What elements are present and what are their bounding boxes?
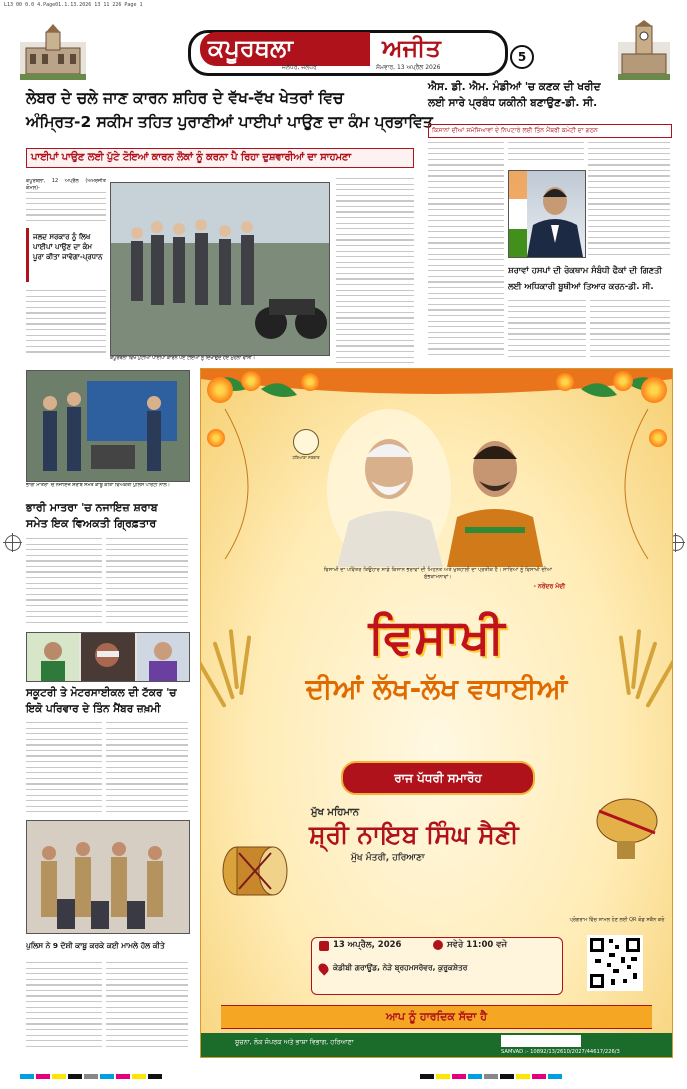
masthead-title-right: ਅਜੀਤ xyxy=(382,34,441,62)
ad-quote: ਵਿਸਾਖੀ ਦਾ ਪਵਿੱਤਰ ਤਿਉਹਾਰ ਸਾਡੇ ਕਿਸਾਨ ਭਰਾਵਾਂ ਦੀ ਮਿਹਨਤ ਅਤੇ ਖੁਸ਼ਹਾਲੀ ਦਾ ਪ੍ਰਤੀਕ ਹੈ। ਸਾਰਿਆਂ ਨੂੰ ਵਿਸਾਖੀ ਦੀਆਂ ਸ਼ੁੱਭਕਾਮਨਾਵਾਂ। xyxy=(323,567,553,580)
right-story-col1-lines xyxy=(428,142,504,358)
liquor-headline-line2: ਸਮੇਤ ਇਕ ਵਿਅਕਤੀ ਗ੍ਰਿਫ਼ਤਾਰ xyxy=(26,517,157,530)
ad-invite: ਆਪ ਨੂੰ ਹਾਰਦਿਕ ਸੱਦਾ ਹੈ xyxy=(385,1010,488,1023)
ad-date: 13 ਅਪ੍ਰੈਲ, 2026 xyxy=(333,940,402,950)
main-story-dateline: ਕਪੂਰਥਲਾ, 12 ਅਪ੍ਰੈਲ (ਅਮਰਜੀਤ ਕੋਮਲ)- xyxy=(26,178,106,191)
palace-illustration-left xyxy=(20,22,86,80)
right2-col2-lines xyxy=(590,300,670,362)
marigold-flower-1 xyxy=(207,377,233,403)
main-headline-line2: ਅੰਮ੍ਰਿਤ-2 ਸਕੀਮ ਤਹਿਤ ਪੁਰਾਣੀਆਂ ਪਾਈਪਾਂ ਪਾਉਣ ਦਾ ਕੰਮ ਪ੍ਰਭਾਵਿਤ xyxy=(26,113,433,131)
right2-headline-line1: ਸ਼ਰਾਵਾਂ ਹਸਪਾਂ ਦੀ ਰੋਕਥਾਮ ਸੰਬੰਧੀ ਫੈਕਾਂ ਦੀ ਗਿਣਤੀ xyxy=(508,265,662,275)
right2-col1-lines xyxy=(508,300,586,362)
clocktower-illustration-right xyxy=(618,20,670,80)
right2-headline-line2: ਲਈ ਅਧਿਕਾਰੀ ਬੂਥੀਆਂ ਤਿਆਰ ਕਰਨ-ਡੀ. ਸੀ. xyxy=(508,281,654,291)
liquor-photo-caption: ਭਾਰੀ ਮਾਤਰਾ 'ਚ ਨਜਾਇਜ਼ ਸ਼ਰਾਬ ਸਮੇਤ ਕਾਬੂ ਕੀਤਾ ਵਿਅਕਤੀ ਪੁਲਿਸ ਪਾਰਟੀ ਨਾਲ। xyxy=(26,483,170,488)
page-number: 5 xyxy=(510,45,534,69)
liquor-story-photo xyxy=(26,370,190,482)
wheat-sheaf-right xyxy=(605,599,673,759)
main-story-callout-text: ਜਲਦ ਸਰਕਾਰ ਨੂੰ ਲਿਖ ਪਾਈਪਾਂ ਪਾਉਣ ਦਾ ਕੰਮ ਪੂਰਾ ਕੀਤਾ ਜਾਵੇਗਾ-ਪ੍ਰਧਾਨ xyxy=(33,233,103,261)
main-story-text-lines-2 xyxy=(26,290,106,362)
ad-dhol-drum-left xyxy=(217,839,291,899)
marigold-flower-7 xyxy=(207,429,225,447)
marigold-flower-6 xyxy=(641,377,667,403)
ad-samvad-code: SAMVAD :- 10892/13/2610/2027/44617/226/3 xyxy=(501,1049,620,1055)
ad-chief-guest-name: ਸ਼੍ਰੀ ਨਾਇਬ ਸਿੰਘ ਸੈਣੀ xyxy=(309,820,519,849)
ad-invite-strip xyxy=(221,1005,652,1029)
accident-story-photos xyxy=(26,632,190,682)
ad-social-handles xyxy=(501,1035,581,1047)
print-info: L13 00 0.0 4.Page01.1.13.2026 13 11 226 Page 1 xyxy=(4,2,143,8)
masthead-title-left: ਕਪੂਰਥਲਾ xyxy=(208,34,294,62)
main-story-photo-caption: ਕਪੂਰਥਲਾ ਵਿਖੇ ਪੁੱਟੀਆਂ ਪਾਈਪਾਂ ਕਾਰਨ ਪਏ ਟੋਇਆਂ ਨੂੰ ਦਿਖਾਉਂਦੇ ਹੋਏ ਮੁਹੱਲਾ ਵਾਸੀ। xyxy=(110,356,255,361)
marigold-flower-5 xyxy=(613,371,633,391)
color-calibration-bar-right xyxy=(420,1064,564,1083)
wheat-sheaf-left xyxy=(201,599,271,759)
ad-subtitle: ਦੀਆਂ ਲੱਖ-ਲੱਖ ਵਧਾਈਆਂ xyxy=(305,672,568,705)
ad-leader-portraits xyxy=(327,409,553,567)
haryana-govt-logo-text: ਹਰਿਆਣਾ ਸਰਕਾਰ xyxy=(292,455,320,460)
main-story-callout xyxy=(26,228,109,282)
police-col1-lines xyxy=(26,962,102,1052)
dc-portrait-photo xyxy=(508,170,586,258)
ad-quote-author: - ਨਰੇਂਦਰ ਮੋਦੀ xyxy=(533,583,565,590)
right-subheadline: ਕਿਸਾਨਾਂ ਦੀਆਂ ਸਮੱਸਿਆਵਾਂ ਦੇ ਨਿਪਟਾਰੇ ਲਈ ਤਿੰਨ ਮੈਂਬਰੀ ਕਮੇਟੀ ਦਾ ਗਠਨ xyxy=(432,127,598,134)
ad-venue: ਕੇਡੀਬੀ ਗਰਾਊਂਡ, ਨੇੜੇ ਬ੍ਰਹਮਸਰੋਵਰ, ਕੁਰੂਕਸ਼ੇਤਰ xyxy=(333,963,468,972)
marigold-flower-2 xyxy=(241,371,261,391)
clock-icon xyxy=(433,940,443,950)
ad-event-banner xyxy=(341,761,535,795)
ad-event-label: ਰਾਜ ਪੱਧਰੀ ਸਮਾਰੋਹ xyxy=(394,771,482,785)
right-headline-line1: ਐਸ. ਡੀ. ਐਮ. ਮੰਡੀਆਂ 'ਚ ਕਣਕ ਦੀ ਖਰੀਦ xyxy=(428,81,601,93)
calendar-icon xyxy=(319,941,329,951)
accident-col2-lines xyxy=(106,722,188,818)
ad-title: ਵਿਸਾਖੀ xyxy=(368,609,505,665)
right-headline-line2: ਲਈ ਸਾਰੇ ਪ੍ਰਬੰਧ ਯਕੀਨੀ ਬਣਾਉਣ-ਡੀ. ਸੀ. xyxy=(428,97,598,109)
liquor-col1-lines xyxy=(26,538,102,628)
main-story-text-lines xyxy=(26,192,106,222)
marigold-flower-3 xyxy=(301,373,319,391)
ad-qr-label: ਪ੍ਰੋਗਰਾਮ ਵਿੱਚ ਸ਼ਾਮਲ ਹੋਣ ਲਈ QR ਕੋਡ ਸਕੈਨ ਕਰੋ xyxy=(569,917,665,923)
haryana-govt-logo xyxy=(293,429,319,455)
right-story-col2-lines-top xyxy=(508,142,584,166)
ad-chief-guest-label: ਮੁੱਖ ਮਹਿਮਾਨ xyxy=(311,807,360,818)
masthead xyxy=(20,20,670,80)
right-story-col3-lines xyxy=(588,142,670,260)
accident-headline-line1: ਸਕੂਟਰੀ ਤੇ ਮੋਟਰਸਾਈਕਲ ਦੀ ਟੱਕਰ 'ਚ xyxy=(26,687,177,699)
liquor-col2-lines xyxy=(106,538,188,628)
ad-chief-guest-title: ਮੁੱਖ ਮੰਤਰੀ, ਹਰਿਆਣਾ xyxy=(351,853,425,863)
marigold-flower-8 xyxy=(649,429,667,447)
ad-dhol-drum-right xyxy=(589,781,663,861)
main-subheadline-box xyxy=(26,148,414,168)
liquor-headline-line1: ਭਾਰੀ ਮਾਤਰਾ 'ਚ ਨਜਾਇਜ਼ ਸ਼ਰਾਬ xyxy=(26,501,158,514)
masthead-date: ਸੋਮਵਾਰ, 13 ਅਪ੍ਰੈਲ 2026 xyxy=(376,64,441,71)
police-col2-lines xyxy=(106,962,188,1052)
main-story-col3-lines xyxy=(336,178,414,366)
main-headline-line1: ਲੇਬਰ ਦੇ ਚਲੇ ਜਾਣ ਕਾਰਨ ਸ਼ਹਿਰ ਦੇ ਵੱਖ-ਵੱਖ ਖੇਤਰਾਂ ਵਿਚ xyxy=(26,89,344,107)
ad-time: ਸਵੇਰੇ 11:00 ਵਜੇ xyxy=(447,940,508,950)
accident-col1-lines xyxy=(26,722,102,818)
main-story-photo xyxy=(110,182,330,356)
accident-headline-line2: ਇਕੋ ਪਰਿਵਾਰ ਦੇ ਤਿੰਨ ਮੈਂਬਰ ਜ਼ਖ਼ਮੀ xyxy=(26,703,161,715)
registration-mark-left xyxy=(5,535,21,551)
color-calibration-bar xyxy=(20,1064,164,1083)
masthead-subtitle: ਜਲੰਧਰ, ਜਲੰਧਰ xyxy=(282,64,317,71)
vaisakhi-advertisement xyxy=(200,368,673,1058)
police-headline: ਪੁਲਿਸ ਨੇ 9 ਦੋਸ਼ੀ ਕਾਬੂ ਕਰਕੇ ਕਈ ਮਾਮਲੇ ਹੱਲ ਕੀਤੇ xyxy=(26,941,165,950)
ad-footer: ਸੂਚਨਾ, ਲੋਕ ਸੰਪਰਕ ਅਤੇ ਭਾਸ਼ਾ ਵਿਭਾਗ, ਹਰਿਆਣਾ xyxy=(235,1038,354,1046)
ad-qr-code xyxy=(587,935,643,991)
marigold-flower-4 xyxy=(556,373,574,391)
main-subheadline: ਪਾਈਪਾਂ ਪਾਉਣ ਲਈ ਪੁੱਟੇ ਟੋਇਆਂ ਕਾਰਨ ਲੋਕਾਂ ਨੂੰ ਕਰਨਾ ਪੈ ਰਿਹਾ ਦੁਸ਼ਵਾਰੀਆਂ ਦਾ ਸਾਹਮਣਾ xyxy=(31,152,352,163)
police-story-photo xyxy=(26,820,190,934)
right-subheadline-box xyxy=(428,124,672,138)
